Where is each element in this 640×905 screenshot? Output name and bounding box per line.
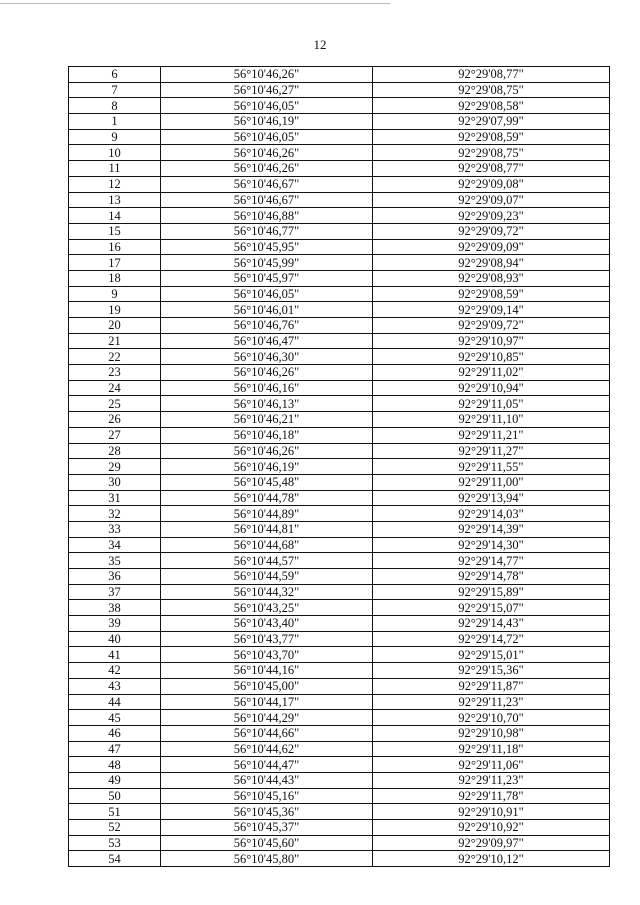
point-number-cell: 39 <box>69 616 161 632</box>
longitude-cell: 92°29'11,27" <box>373 443 610 459</box>
table-row <box>69 474 610 490</box>
latitude-cell: 56°10'44,81" <box>161 521 373 537</box>
table-row <box>69 741 610 757</box>
point-number-cell: 21 <box>69 333 161 349</box>
point-number-cell: 46 <box>69 725 161 741</box>
table-row <box>69 239 610 255</box>
table-row <box>69 678 610 694</box>
latitude-cell: 56°10'43,77" <box>161 631 373 647</box>
longitude-cell: 92°29'11,55" <box>373 459 610 475</box>
longitude-cell: 92°29'14,72" <box>373 631 610 647</box>
longitude-cell: 92°29'11,87" <box>373 678 610 694</box>
table-row <box>69 270 610 286</box>
longitude-cell: 92°29'13,94" <box>373 490 610 506</box>
latitude-cell: 56°10'46,27" <box>161 82 373 98</box>
longitude-cell: 92°29'11,02" <box>373 365 610 381</box>
table-row <box>69 725 610 741</box>
longitude-cell: 92°29'14,03" <box>373 506 610 522</box>
latitude-cell: 56°10'45,97" <box>161 270 373 286</box>
point-number-cell: 13 <box>69 192 161 208</box>
latitude-cell: 56°10'46,19" <box>161 459 373 475</box>
point-number-cell: 31 <box>69 490 161 506</box>
latitude-cell: 56°10'46,67" <box>161 176 373 192</box>
latitude-cell: 56°10'46,76" <box>161 318 373 334</box>
longitude-cell: 92°29'15,07" <box>373 600 610 616</box>
coordinates-table <box>68 66 610 867</box>
table-row <box>69 694 610 710</box>
latitude-cell: 56°10'46,05" <box>161 129 373 145</box>
longitude-cell: 92°29'09,14" <box>373 302 610 318</box>
point-number-cell: 36 <box>69 569 161 585</box>
table-row <box>69 710 610 726</box>
latitude-cell: 56°10'44,43" <box>161 772 373 788</box>
table-row <box>69 788 610 804</box>
table-row <box>69 835 610 851</box>
point-number-cell: 9 <box>69 129 161 145</box>
table-row <box>69 647 610 663</box>
point-number-cell: 54 <box>69 851 161 867</box>
longitude-cell: 92°29'14,77" <box>373 553 610 569</box>
latitude-cell: 56°10'46,05" <box>161 286 373 302</box>
longitude-cell: 92°29'11,78" <box>373 788 610 804</box>
table-row <box>69 772 610 788</box>
table-row <box>69 600 610 616</box>
longitude-cell: 92°29'08,77" <box>373 67 610 83</box>
point-number-cell: 47 <box>69 741 161 757</box>
point-number-cell: 34 <box>69 537 161 553</box>
table-row <box>69 349 610 365</box>
latitude-cell: 56°10'46,67" <box>161 192 373 208</box>
table-row <box>69 851 610 867</box>
longitude-cell: 92°29'10,98" <box>373 725 610 741</box>
table-row <box>69 114 610 130</box>
point-number-cell: 35 <box>69 553 161 569</box>
latitude-cell: 56°10'46,26" <box>161 443 373 459</box>
table-row <box>69 396 610 412</box>
latitude-cell: 56°10'44,62" <box>161 741 373 757</box>
point-number-cell: 9 <box>69 286 161 302</box>
latitude-cell: 56°10'45,60" <box>161 835 373 851</box>
longitude-cell: 92°29'10,85" <box>373 349 610 365</box>
latitude-cell: 56°10'43,25" <box>161 600 373 616</box>
longitude-cell: 92°29'11,05" <box>373 396 610 412</box>
longitude-cell: 92°29'09,72" <box>373 223 610 239</box>
table-row <box>69 145 610 161</box>
latitude-cell: 56°10'44,47" <box>161 757 373 773</box>
longitude-cell: 92°29'15,89" <box>373 584 610 600</box>
point-number-cell: 52 <box>69 820 161 836</box>
point-number-cell: 17 <box>69 255 161 271</box>
latitude-cell: 56°10'44,68" <box>161 537 373 553</box>
longitude-cell: 92°29'10,94" <box>373 380 610 396</box>
table-row <box>69 98 610 114</box>
longitude-cell: 92°29'09,09" <box>373 239 610 255</box>
latitude-cell: 56°10'46,26" <box>161 67 373 83</box>
latitude-cell: 56°10'46,26" <box>161 365 373 381</box>
table-row <box>69 631 610 647</box>
longitude-cell: 92°29'10,91" <box>373 804 610 820</box>
point-number-cell: 28 <box>69 443 161 459</box>
point-number-cell: 53 <box>69 835 161 851</box>
table-row <box>69 412 610 428</box>
point-number-cell: 22 <box>69 349 161 365</box>
point-number-cell: 15 <box>69 223 161 239</box>
table-row <box>69 459 610 475</box>
longitude-cell: 92°29'11,23" <box>373 694 610 710</box>
latitude-cell: 56°10'46,01" <box>161 302 373 318</box>
latitude-cell: 56°10'43,70" <box>161 647 373 663</box>
table-row <box>69 584 610 600</box>
table-row <box>69 67 610 83</box>
latitude-cell: 56°10'44,66" <box>161 725 373 741</box>
longitude-cell: 92°29'08,93" <box>373 270 610 286</box>
table-row <box>69 333 610 349</box>
point-number-cell: 29 <box>69 459 161 475</box>
longitude-cell: 92°29'11,06" <box>373 757 610 773</box>
table-row <box>69 443 610 459</box>
point-number-cell: 37 <box>69 584 161 600</box>
table-row <box>69 757 610 773</box>
latitude-cell: 56°10'45,37" <box>161 820 373 836</box>
point-number-cell: 27 <box>69 427 161 443</box>
latitude-cell: 56°10'45,00" <box>161 678 373 694</box>
longitude-cell: 92°29'14,30" <box>373 537 610 553</box>
longitude-cell: 92°29'09,07" <box>373 192 610 208</box>
point-number-cell: 7 <box>69 82 161 98</box>
point-number-cell: 44 <box>69 694 161 710</box>
longitude-cell: 92°29'11,10" <box>373 412 610 428</box>
latitude-cell: 56°10'44,89" <box>161 506 373 522</box>
latitude-cell: 56°10'44,59" <box>161 569 373 585</box>
longitude-cell: 92°29'15,36" <box>373 663 610 679</box>
table-row <box>69 490 610 506</box>
table-row <box>69 129 610 145</box>
longitude-cell: 92°29'08,59" <box>373 286 610 302</box>
longitude-cell: 92°29'10,92" <box>373 820 610 836</box>
point-number-cell: 6 <box>69 67 161 83</box>
longitude-cell: 92°29'10,70" <box>373 710 610 726</box>
point-number-cell: 14 <box>69 208 161 224</box>
point-number-cell: 23 <box>69 365 161 381</box>
top-divider <box>0 3 390 4</box>
table-row <box>69 82 610 98</box>
point-number-cell: 11 <box>69 161 161 177</box>
latitude-cell: 56°10'44,29" <box>161 710 373 726</box>
point-number-cell: 20 <box>69 318 161 334</box>
table-row <box>69 286 610 302</box>
longitude-cell: 92°29'10,97" <box>373 333 610 349</box>
latitude-cell: 56°10'46,26" <box>161 161 373 177</box>
longitude-cell: 92°29'09,23" <box>373 208 610 224</box>
latitude-cell: 56°10'44,32" <box>161 584 373 600</box>
latitude-cell: 56°10'45,48" <box>161 474 373 490</box>
longitude-cell: 92°29'15,01" <box>373 647 610 663</box>
point-number-cell: 42 <box>69 663 161 679</box>
table-row <box>69 161 610 177</box>
latitude-cell: 56°10'46,30" <box>161 349 373 365</box>
longitude-cell: 92°29'09,08" <box>373 176 610 192</box>
point-number-cell: 40 <box>69 631 161 647</box>
point-number-cell: 41 <box>69 647 161 663</box>
latitude-cell: 56°10'46,16" <box>161 380 373 396</box>
table-row <box>69 537 610 553</box>
latitude-cell: 56°10'44,57" <box>161 553 373 569</box>
table-row <box>69 302 610 318</box>
point-number-cell: 16 <box>69 239 161 255</box>
longitude-cell: 92°29'11,23" <box>373 772 610 788</box>
table-row <box>69 521 610 537</box>
table-row <box>69 569 610 585</box>
table-row <box>69 804 610 820</box>
table-row <box>69 208 610 224</box>
point-number-cell: 30 <box>69 474 161 490</box>
longitude-cell: 92°29'14,39" <box>373 521 610 537</box>
latitude-cell: 56°10'44,78" <box>161 490 373 506</box>
longitude-cell: 92°29'14,78" <box>373 569 610 585</box>
point-number-cell: 49 <box>69 772 161 788</box>
latitude-cell: 56°10'46,19" <box>161 114 373 130</box>
latitude-cell: 56°10'46,26" <box>161 145 373 161</box>
point-number-cell: 32 <box>69 506 161 522</box>
longitude-cell: 92°29'07,99" <box>373 114 610 130</box>
point-number-cell: 50 <box>69 788 161 804</box>
longitude-cell: 92°29'11,21" <box>373 427 610 443</box>
point-number-cell: 38 <box>69 600 161 616</box>
latitude-cell: 56°10'45,16" <box>161 788 373 804</box>
point-number-cell: 33 <box>69 521 161 537</box>
longitude-cell: 92°29'10,12" <box>373 851 610 867</box>
table-row <box>69 365 610 381</box>
point-number-cell: 10 <box>69 145 161 161</box>
table-row <box>69 506 610 522</box>
latitude-cell: 56°10'46,77" <box>161 223 373 239</box>
point-number-cell: 12 <box>69 176 161 192</box>
point-number-cell: 19 <box>69 302 161 318</box>
longitude-cell: 92°29'08,58" <box>373 98 610 114</box>
point-number-cell: 26 <box>69 412 161 428</box>
longitude-cell: 92°29'14,43" <box>373 616 610 632</box>
table-row <box>69 318 610 334</box>
longitude-cell: 92°29'08,75" <box>373 145 610 161</box>
point-number-cell: 24 <box>69 380 161 396</box>
longitude-cell: 92°29'08,75" <box>373 82 610 98</box>
latitude-cell: 56°10'46,21" <box>161 412 373 428</box>
latitude-cell: 56°10'45,36" <box>161 804 373 820</box>
latitude-cell: 56°10'46,13" <box>161 396 373 412</box>
latitude-cell: 56°10'46,47" <box>161 333 373 349</box>
point-number-cell: 45 <box>69 710 161 726</box>
table-row <box>69 616 610 632</box>
table-row <box>69 663 610 679</box>
latitude-cell: 56°10'43,40" <box>161 616 373 632</box>
table-row <box>69 380 610 396</box>
point-number-cell: 43 <box>69 678 161 694</box>
point-number-cell: 8 <box>69 98 161 114</box>
latitude-cell: 56°10'46,88" <box>161 208 373 224</box>
latitude-cell: 56°10'46,05" <box>161 98 373 114</box>
longitude-cell: 92°29'08,94" <box>373 255 610 271</box>
coordinates-table-body <box>69 67 610 867</box>
latitude-cell: 56°10'44,17" <box>161 694 373 710</box>
latitude-cell: 56°10'45,95" <box>161 239 373 255</box>
table-row <box>69 820 610 836</box>
table-row <box>69 427 610 443</box>
table-row <box>69 176 610 192</box>
latitude-cell: 56°10'45,99" <box>161 255 373 271</box>
point-number-cell: 48 <box>69 757 161 773</box>
table-row <box>69 223 610 239</box>
point-number-cell: 18 <box>69 270 161 286</box>
latitude-cell: 56°10'46,18" <box>161 427 373 443</box>
longitude-cell: 92°29'11,18" <box>373 741 610 757</box>
page-number: 12 <box>313 37 327 52</box>
longitude-cell: 92°29'08,77" <box>373 161 610 177</box>
point-number-cell: 51 <box>69 804 161 820</box>
table-row <box>69 192 610 208</box>
longitude-cell: 92°29'09,72" <box>373 318 610 334</box>
latitude-cell: 56°10'45,80" <box>161 851 373 867</box>
longitude-cell: 92°29'09,97" <box>373 835 610 851</box>
longitude-cell: 92°29'08,59" <box>373 129 610 145</box>
latitude-cell: 56°10'44,16" <box>161 663 373 679</box>
point-number-cell: 1 <box>69 114 161 130</box>
longitude-cell: 92°29'11,00" <box>373 474 610 490</box>
table-row <box>69 255 610 271</box>
table-row <box>69 553 610 569</box>
point-number-cell: 25 <box>69 396 161 412</box>
